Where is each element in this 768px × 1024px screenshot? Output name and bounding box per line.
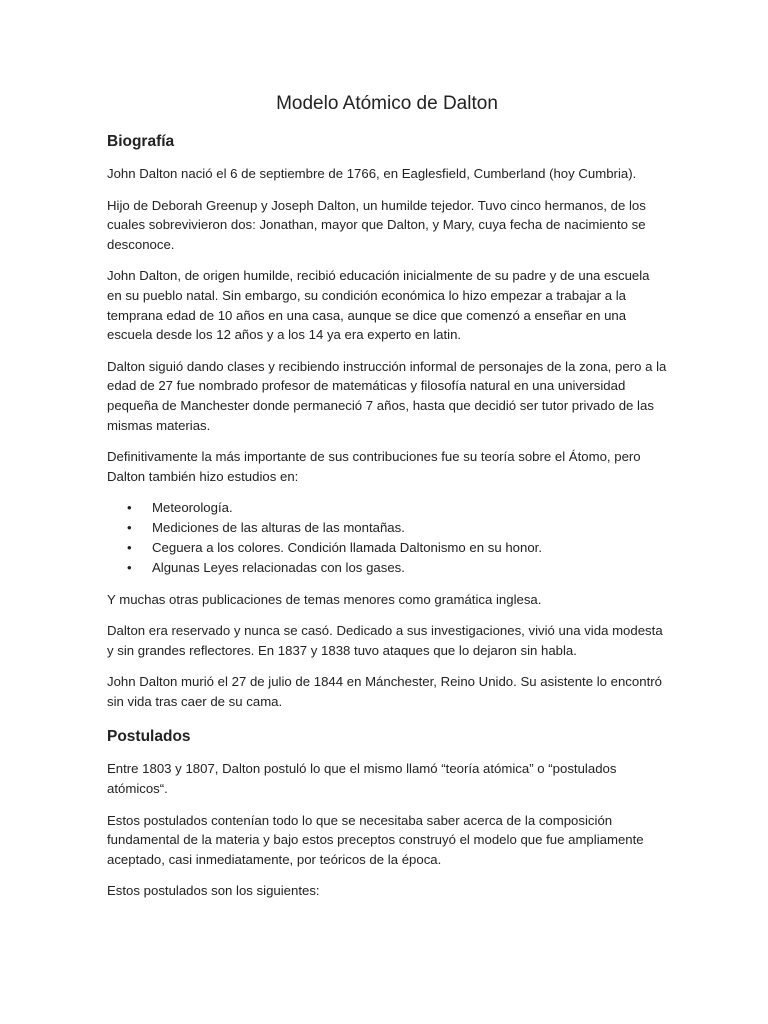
paragraph: Entre 1803 y 1807, Dalton postuló lo que el mismo llamó “teoría atómica” o “postulados atómicos“. xyxy=(107,761,617,797)
document-title: Modelo Atómico de Dalton xyxy=(276,93,498,114)
list-item xyxy=(107,558,667,578)
paragraph: Dalton siguió dando clases y recibiendo instrucción informal de personajes de la zona, pero a la edad de 27 fue nombrado profesor de matemáticas y filosofía natural en una universidad pequeña de Manchester donde permaneció 7 años, hasta que decidió ser tutor privado de las mismas materias. xyxy=(107,358,667,433)
list-item-text: Mediciones de las alturas de las montañas. xyxy=(152,520,405,536)
list-item-text: Ceguera a los colores. Condición llamada Daltonismo en su honor. xyxy=(152,539,542,555)
bullet-icon: • xyxy=(127,539,132,555)
list-item xyxy=(107,538,667,558)
paragraph: Dalton era reservado y nunca se casó. Dedicado a sus investigaciones, vivió una vida modesta y sin grandes reflectores. En 1837 y 1838 tuvo ataques que lo dejaron sin habla. xyxy=(107,623,663,658)
document-page xyxy=(107,92,667,913)
list-item-text: Algunas Leyes relacionadas con los gases. xyxy=(152,559,405,575)
bullet-icon: • xyxy=(127,500,132,516)
list-item-text: Meteorología. xyxy=(152,500,233,516)
paragraph: Hijo de Deborah Greenup y Joseph Dalton, un humilde tejedor. Tuvo cinco hermanos, de los cuales sobrevivieron dos: Jonathan, mayor que Dalton, y Mary, cuya fecha de nacimiento se desconoce. xyxy=(107,197,646,252)
section-heading-biografia: Biografía xyxy=(107,133,175,150)
paragraph: Definitivamente la más importante de sus contribuciones fue su teoría sobre el Átomo, pero Dalton también hizo estudios en: xyxy=(107,449,641,484)
paragraph: John Dalton nació el 6 de septiembre de 1766, en Eaglesfield, Cumberland (hoy Cumbria). xyxy=(107,166,637,181)
list-item xyxy=(107,518,667,538)
list-item xyxy=(107,498,667,518)
paragraph: Estos postulados son los siguientes: xyxy=(107,883,320,899)
paragraph: Estos postulados contenían todo lo que se necesitaba saber acerca de la composición fundamental de la materia y bajo estos preceptos construyó el modelo que fue ampliamente aceptado, casi inmediatamente, por teóricos de la época. xyxy=(107,812,644,867)
bullet-list xyxy=(107,498,667,577)
paragraph: Y muchas otras publicaciones de temas menores como gramática inglesa. xyxy=(107,591,542,607)
paragraph: John Dalton, de origen humilde, recibió educación inicialmente de su padre y de una escuela en su pueblo natal. Sin embargo, su condición económica lo hizo empezar a trabajar a la temprana edad de 10 años en una casa, aunque se dice que comenzó a enseñar en una escuela desde los 12 años y a los 14 ya era experto en latin. xyxy=(107,268,650,343)
section-heading-postulados: Postulados xyxy=(107,728,191,746)
bullet-icon: • xyxy=(127,559,132,575)
bullet-icon: • xyxy=(127,520,132,536)
paragraph: John Dalton murió el 27 de julio de 1844 en Mánchester, Reino Unido. Su asistente lo encontró sin vida tras caer de su cama. xyxy=(107,674,662,709)
